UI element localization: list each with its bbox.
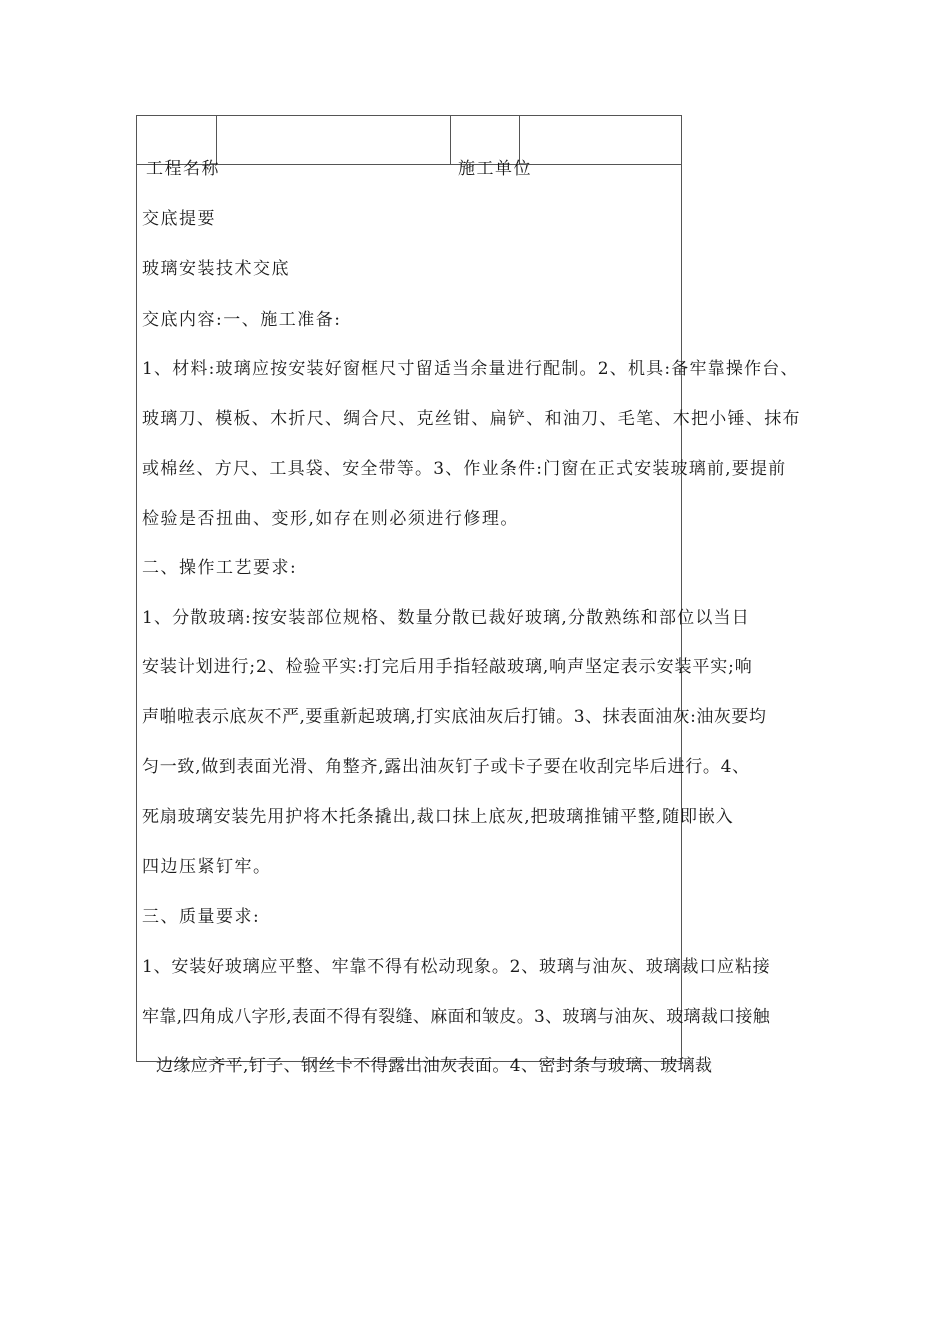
body-line: 三、质量要求: [142,907,261,927]
body-line: 死扇玻璃安装先用护将木托条撬出,裁口抹上底灰,把玻璃推铺平整,随即嵌入 [142,807,734,827]
header-cell-divider-3 [519,115,520,164]
body-line: 或棉丝、方尺、工具袋、安全带等。3、作业条件:门窗在正式安装玻璃前,要提前 [142,459,787,479]
body-line: 声啪啦表示底灰不严,要重新起玻璃,打实底油灰后打铺。3、抹表面油灰:油灰要均 [142,707,767,727]
body-line: 四边压紧钉牢。 [142,857,272,877]
body-line: 1、分散玻璃:按安装部位规格、数量分散已裁好玻璃,分散熟练和部位以当日 [142,608,750,628]
body-line: 匀一致,做到表面光滑、角整齐,露出油灰钉子或卡子要在收刮完毕后进行。4、 [142,757,750,777]
body-line: 牢靠,四角成八字形,表面不得有裂缝、麻面和皱皮。3、玻璃与油灰、玻璃裁口接触 [142,1007,771,1027]
body-line: 边缘应齐平,钉子、钢丝卡不得露出油灰表面。4、密封条与玻璃、玻璃裁 [156,1056,713,1076]
construction-unit-label: 施工单位 [458,159,532,179]
body-line: 二、操作工艺要求: [142,558,298,578]
header-cell-divider-1 [216,115,217,164]
summary-value: 玻璃安装技术交底 [142,259,290,279]
body-line: 交底内容:一、施工准备: [142,310,342,330]
project-name-label: 工程名称 [146,159,220,179]
body-line: 玻璃刀、模板、木折尺、绸合尺、克丝钳、扁铲、和油刀、毛笔、木把小锤、抹布 [142,409,801,429]
body-line: 安装计划进行;2、检验平实:打完后用手指轻敲玻璃,响声坚定表示安装平实;响 [142,657,753,677]
summary-label: 交底提要 [142,209,216,229]
body-line: 1、材料:玻璃应按安装好窗框尺寸留适当余量进行配制。2、机具:备牢靠操作台、 [142,359,799,379]
body-line: 1、安装好玻璃应平整、牢靠不得有松动现象。2、玻璃与油灰、玻璃裁口应粘接 [142,957,771,977]
body-line: 检验是否扭曲、变形,如存在则必须进行修理。 [142,509,519,529]
header-cell-divider-2 [450,115,451,164]
